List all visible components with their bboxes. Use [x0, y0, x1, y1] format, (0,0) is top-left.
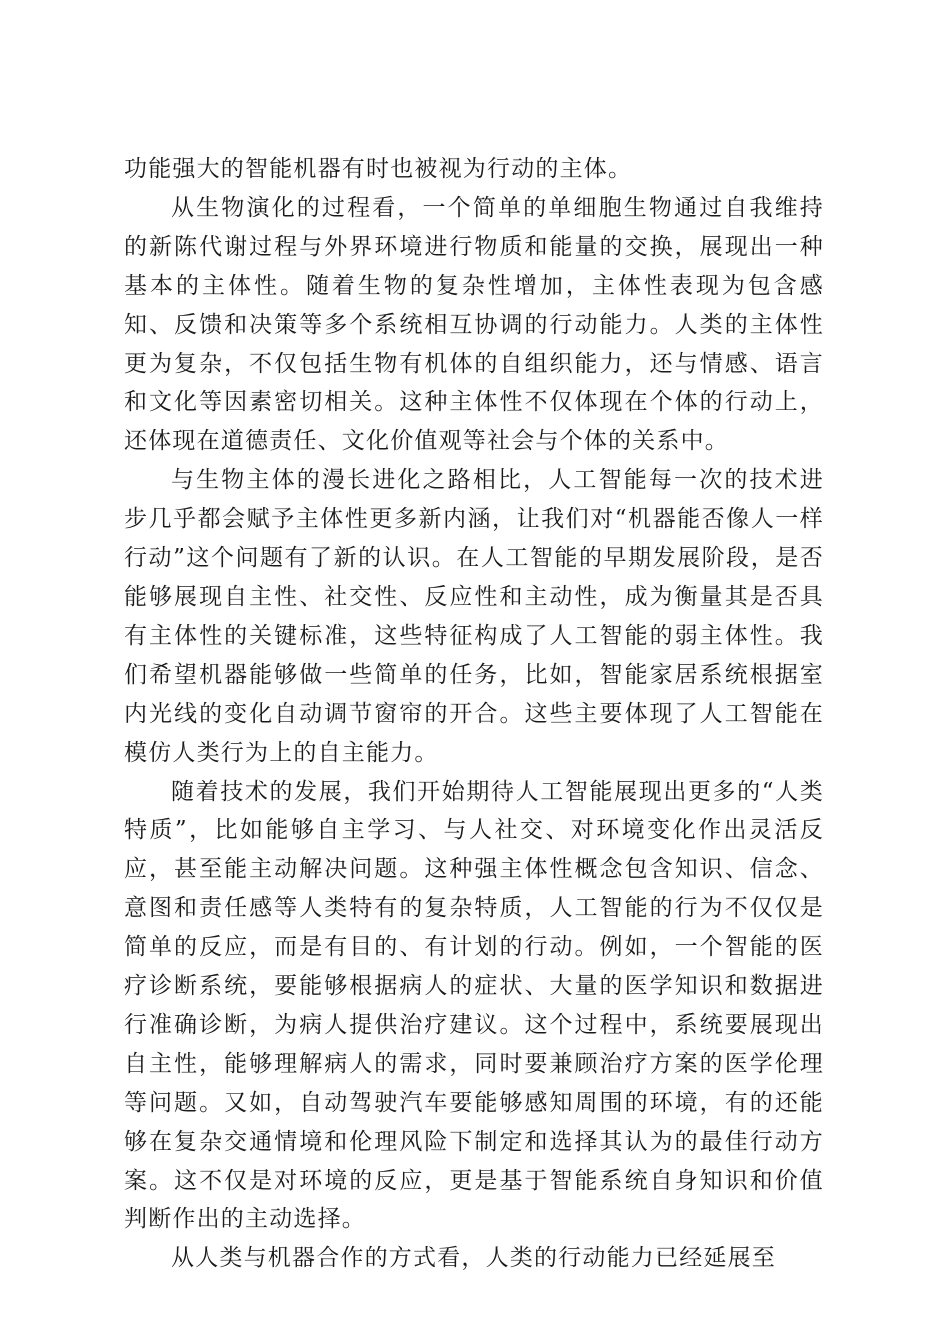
paragraph-strong-agency: 随着技术的发展，我们开始期待人工智能展现出更多的“人类特质”，比如能够自主学习、与人社交、对环境变化作出灵活反应，甚至能主动解决问题。这种强主体性概念包含知识、信念、意图和责任感等人类特有的复杂特质，人工智能的行为不仅仅是简单的反应，而是有目的、有计划的行动。例如，一个智能的医疗诊断系统，要能够根据病人的症状、大量的医学知识和数据进行准确诊断，为病人提供治疗建议。这个过程中，系统要展现出自主性，能够理解病人的需求，同时要兼顾治疗方案的医学伦理等问题。又如，自动驾驶汽车要能够感知周围的环境，有的还能够在复杂交通情境和伦理风险下制定和选择其认为的最佳行动方案。这不仅是对环境的反应，更是基于智能系统自身知识和价值判断作出的主动选择。 — [124, 778, 824, 1233]
body-text — [124, 150, 824, 1278]
paragraph-weak-agency: 与生物主体的漫长进化之路相比，人工智能每一次的技术进步几乎都会赋予主体性更多新内涵，让我们对“机器能否像人一样行动”这个问题有了新的认识。在人工智能的早期发展阶段，是否能够展现自主性、社交性、反应性和主动性，成为衡量其是否具有主体性的关键标准，这些特征构成了人工智能的弱主体性。我们希望机器能够做一些简单的任务，比如，智能家居系统根据室内光线的变化自动调节窗帘的开合。这些主要体现了人工智能在模仿人类行为上的自主能力。 — [124, 467, 824, 766]
paragraph-human-machine-cooperation: 从人类与机器合作的方式看，人类的行动能力已经延展至 — [171, 1245, 776, 1272]
paragraph-biological-evolution: 从生物演化的过程看，一个简单的单细胞生物通过自我维持的新陈代谢过程与外界环境进行物质和能量的交换，展现出一种基本的主体性。随着生物的复杂性增加，主体性表现为包含感知、反馈和决策等多个系统相互协调的行动能力。人类的主体性更为复杂，不仅包括生物有机体的自组织能力，还与情感、语言和文化等因素密切相关。这种主体性不仅体现在个体的行动上，还体现在道德责任、文化价值观等社会与个体的关系中。 — [124, 194, 824, 455]
paragraph-continuation: 功能强大的智能机器有时也被视为行动的主体。 — [124, 156, 633, 182]
